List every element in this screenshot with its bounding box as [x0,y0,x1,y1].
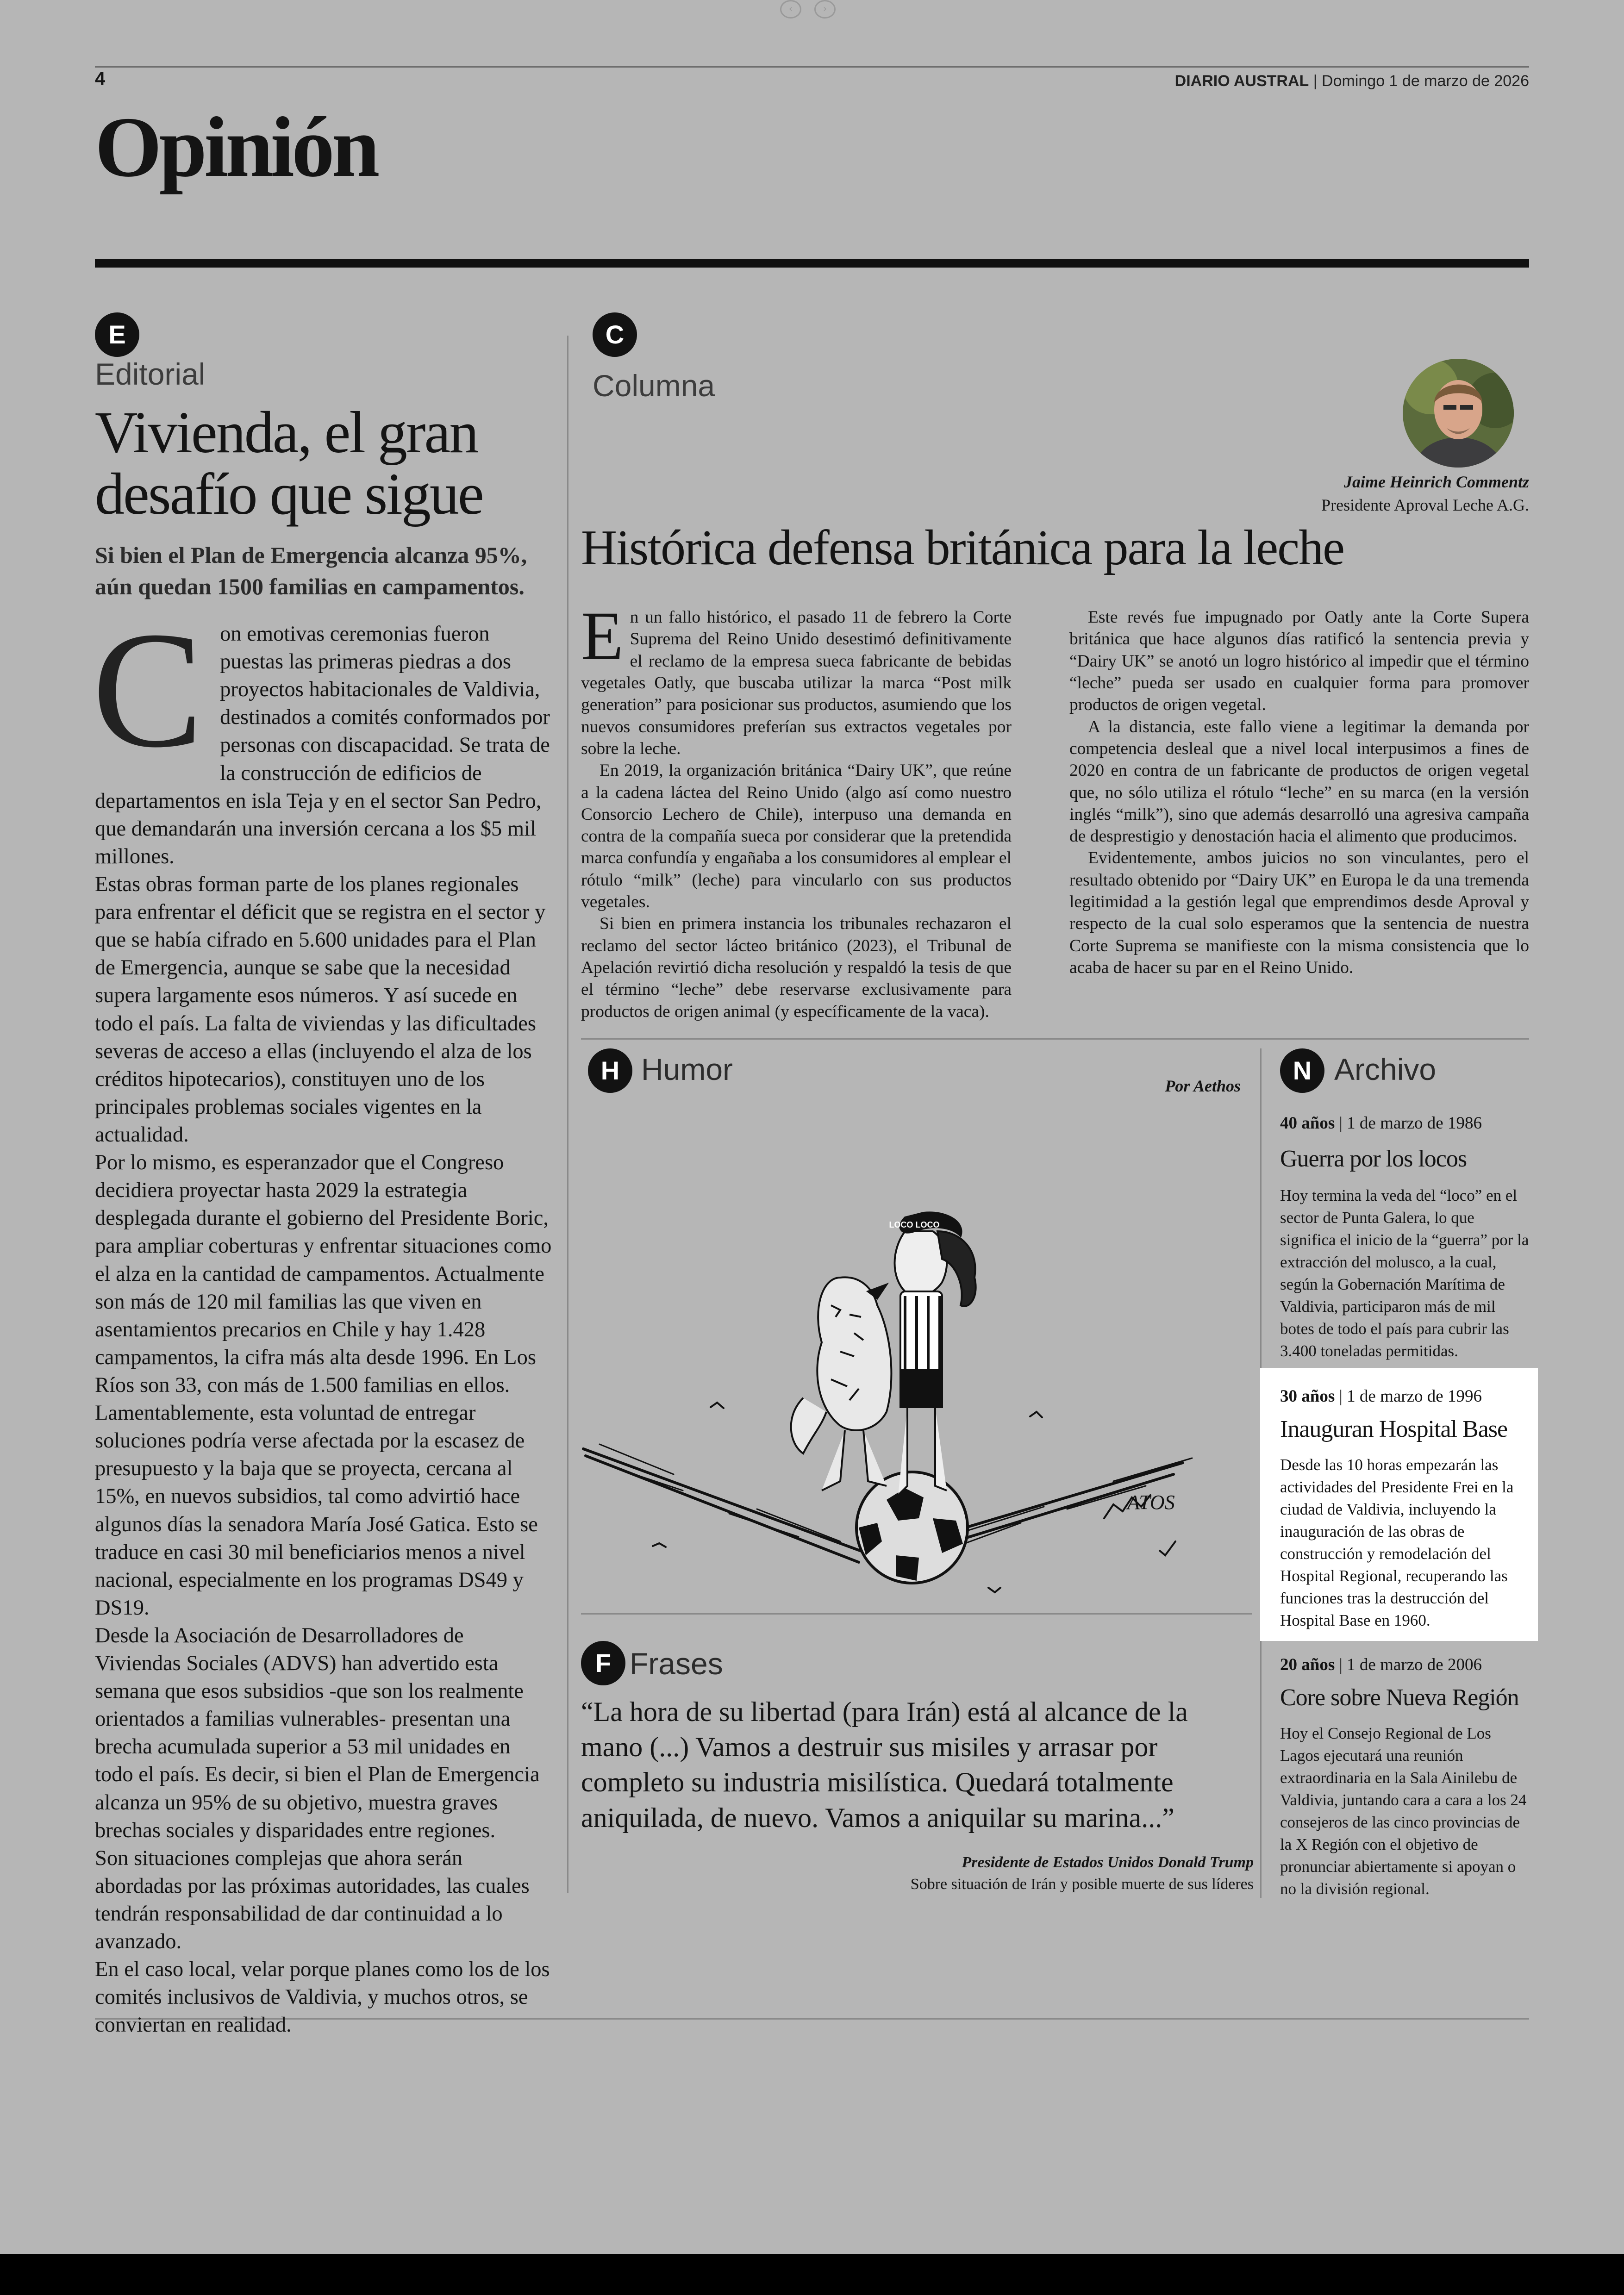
editorial-paragraph: Lamentablemente, esta voluntad de entregar soluciones podría verse afectada por la escasez de presupuesto y la baja que se proyecta, cercana al 15%, en nuevos subsidios, tal como advirtió hace algunos días la senadora María José Gatica. Esto se traduce en casi 30 mil beneficiarios menos a nivel nacional, especialmente en los programas DS49 y DS19. [95,1401,538,1620]
previous-page-icon[interactable]: ‹ [780,0,801,19]
humor-badge: H [588,1048,632,1093]
column-drop-cap: E [581,598,624,674]
editorial-paragraph: Desde la Asociación de Desarrolladores de Viviendas Sociales (ADVS) han advertido esta semana que esos subsidios -que son los realmente orientados a familias vulnerables- presentan una brecha acumulada superior a 53 mil unidades en todo el país. Es decir, si bien el Plan de Emergencia alcanza un 95% de su objetivo, muestra graves brechas sociales y disparidades entre regiones. [95,1623,540,1842]
column-paragraph: Este revés fue impugnado por Oatly ante la Corte Supera británica que hace algunos días ratificó la sentencia previa y “Dairy UK” se anotó un logro histórico al impedir que el término “leche” pueda ser usado en cualquier forma para promover productos de origen vegetal. [1069,608,1529,715]
archivo-entry-body: Hoy el Consejo Regional de Los Lagos ejecutará una reunión extraordinaria en la Sala Ainilebu de Valdivia, juntando cara a cara a los 24 consejeros de las cinco provincias de la X Región con el objetivo de pronunciar abiertamente si apoyan o no la división regional. [1280,1724,1527,1898]
column-paragraph: Evidentemente, ambos juicios no son vinculantes, pero el resultado obtenido por “Dairy UK” en Europa le da una tremenda legitimidad a la gestión legal que emprendimos desde Aproval y respecto de la cual solo esperamos que la sentencia de nuestra Corte Suprema se manifieste con la misma consistencia que lo acaba de hacer su par en el Reino Unido. [1069,848,1529,977]
dateline-separator: | [1313,72,1318,90]
archivo-entry-title: Guerra por los locos [1280,1146,1467,1172]
column-text-right [1069,606,1529,979]
dateline [1175,72,1529,90]
cartoon-cap-text: LOCO LOCO [889,1220,940,1229]
column-paragraph: Si bien en primera instancia los tribunales rechazaron el reclamo del sector lácteo británico (2023), el Tribunal de Apelación revirtió dicha resolución y respaldó la tesis de que el término “leche” debe reservarse exclusivamente para productos de origen animal (y específicamente de la vaca). [581,914,1012,1021]
humor-kicker: Humor [641,1052,733,1086]
archivo-badge: N [1280,1048,1324,1093]
page-number: 4 [95,69,106,89]
column-text-left [581,598,1012,1023]
editorial-paragraph: En el caso local, velar porque planes como los de los comités inclusivos de Valdivia, y muchos otros, se conviertan en realidad. [95,1958,550,2037]
column-title: Histórica defensa británica para la leche [581,520,1344,575]
archivo-entry-title: Core sobre Nueva Región [1280,1684,1519,1711]
archivo-kicker: Archivo [1334,1052,1437,1086]
editorial-paragraph: Con emotivas ceremonias fueron puestas las primeras piedras a dos proyectos habitacionales de Valdivia, destinados a comités conformados por personas con discapacidad. Se trata de la construcción de edificios de departamentos en isla Teja y en el sector San Pedro, que demandarán una inversión cercana a los $5 mil millones. [92,597,550,868]
section-title: Opinión [95,100,377,195]
archivo-entry-meta: 20 años | 1 de marzo de 2006 [1280,1655,1482,1674]
editorial-kicker: Editorial [95,357,206,391]
archivo-entry-title: Inauguran Hospital Base [1280,1416,1508,1442]
editorial-paragraph: Por lo mismo, es esperanzador que el Congreso decidiera proyectar hasta 2029 la estrategia desplegada durante el gobierno del Presidente Boric, para ampliar coberturas y enfrentar situaciones como el alza en la cantidad de campamentos. Actualmente son más de 120 mil familias las que viven en asentamientos precarios en Chile y hay 1.428 campamentos, la cifra más alta desde 1996. En Los Ríos son 33, con más de 1.500 familias en ellos. [95,1151,552,1397]
column-paragraph: A la distancia, este fallo viene a legitimar la demanda por competencia desleal que a nivel local interpusimos a fines de 2020 en contra de un fabricante de productos de origen vegetal que, no sólo utiliza el rótulo “leche” en su marca (en la versión inglés “milk”), sino que además desarrolló una agresiva campaña de desprestigio y denostación hacia el alimento que producimos. [1069,717,1529,846]
section-heavy-rule [95,259,1529,268]
humor-cartoon [581,1111,1252,1611]
editorial-badge: E [95,312,139,357]
quote-attribution: Presidente de Estados Unidos Donald Trump [962,1854,1254,1871]
quote-context: Sobre situación de Irán y posible muerte de sus líderes [910,1876,1254,1893]
author-name: Jaime Heinrich Commentz [1343,473,1529,491]
cartoon-credit: Por Aethos [1165,1077,1241,1095]
paper-name: DIARIO AUSTRAL [1174,72,1309,90]
humor-bottom-rule [581,1613,1252,1615]
editorial-paragraph: Estas obras forman parte de los planes regionales para enfrentar el déficit que se registra en el sector y que se había cifrado en 5.600 unidades para el Plan de Emergencia, aunque se sabe que la necesidad supera largamente esos números. Y así sucede en todo el país. La falta de viviendas y las dificultades severas de acceso a ellas (incluyendo el alza de los créditos hipotecarios), constituyen uno de los principales problemas sociales vigentes en la actualidad. [95,872,546,1147]
frases-quote: “La hora de su libertad (para Irán) está al alcance de la mano (...) Vamos a destruir sus misiles y arrasar por completo su industria misilística. Quedará totalmente aniquilada, de nuevo. Vamos a aniquilar su marina...” [581,1696,1188,1833]
frases-kicker: Frases [630,1646,723,1681]
viewer-bottom-bar [0,2254,1624,2295]
cartoonist-signature: ATOS [1127,1491,1175,1514]
column-paragraph: En 2019, la organización británica “Dairy UK”, que reúne a la cadena láctea del Reino Unido (algo así como nuestro Consorcio Lechero de Chile), interpuso una demanda en contra de la compañía sueca por considerar que la pretendida marca confundía y engañaba a los consumidores al emplear el rótulo “milk” (leche) para vincularlo con sus productos vegetales. [581,761,1012,912]
column-kicker: Columna [593,368,715,403]
author-role: Presidente Aproval Leche A.G. [1321,496,1529,514]
editorial-paragraph: Son situaciones complejas que ahora serán abordadas por las próximas autoridades, las cuales tendrán responsabilidad de dar continuidad a lo avanzado. [95,1846,530,1954]
archivo-entry-body: Desde las 10 horas empezarán las actividades del Presidente Frei en la ciudad de Valdivia, incluyendo la inauguración de las obras de construcción y remodelación del Hospital Regional, recuperando las funciones tras la destrucción del Hospital Base en 1960. [1280,1456,1514,1629]
archivo-entry-body: Hoy termina la veda del “loco” en el sector de Punta Galera, lo que significa el inicio de la “guerra” por la extracción del molusco, a la cual, según la Gobernación Marítima de Valdivia, participaron más de mil botes de todo el país para cubrir las 3.400 toneladas permitidas. [1280,1186,1529,1360]
archivo-entry-meta: 30 años | 1 de marzo de 1996 [1280,1387,1482,1406]
editorial-divider [567,336,568,1893]
frases-badge: F [581,1641,625,1685]
viewer-page-nav [780,0,845,19]
archivo-entry [1280,1113,1530,1362]
issue-date: Domingo 1 de marzo de 2026 [1322,72,1529,90]
column-badge: C [593,312,637,357]
column-bottom-rule [581,1038,1529,1040]
editorial-drop-cap: C [92,597,204,782]
archivo-entry [1280,1386,1530,1632]
top-rule [95,66,1529,68]
archivo-entry [1280,1655,1530,1900]
column-paragraph: En un fallo histórico, el pasado 11 de febrero la Corte Suprema del Reino Unido desestimó definitivamente el reclamo de la empresa sueca fabricante de bebidas vegetales Oatly, que buscaba utilizar la marca “Post milk generation” para posicionar sus productos, asumiendo que los nuevos consumidores preferían sus extractos vegetales por sobre la leche. [581,598,1012,758]
editorial-body [92,597,552,2039]
next-page-icon[interactable]: › [814,0,836,19]
editorial-deck: Si bien el Plan de Emergencia alcanza 95%, aún quedan 1500 familias en campamentos. [95,542,527,599]
archivo-entry-meta: 40 años | 1 de marzo de 1986 [1280,1114,1482,1133]
cartoon-figures [791,1212,1175,1583]
editorial-title: Vivienda, el gran desafío que sigue [95,399,483,527]
author-photo [1403,359,1514,468]
